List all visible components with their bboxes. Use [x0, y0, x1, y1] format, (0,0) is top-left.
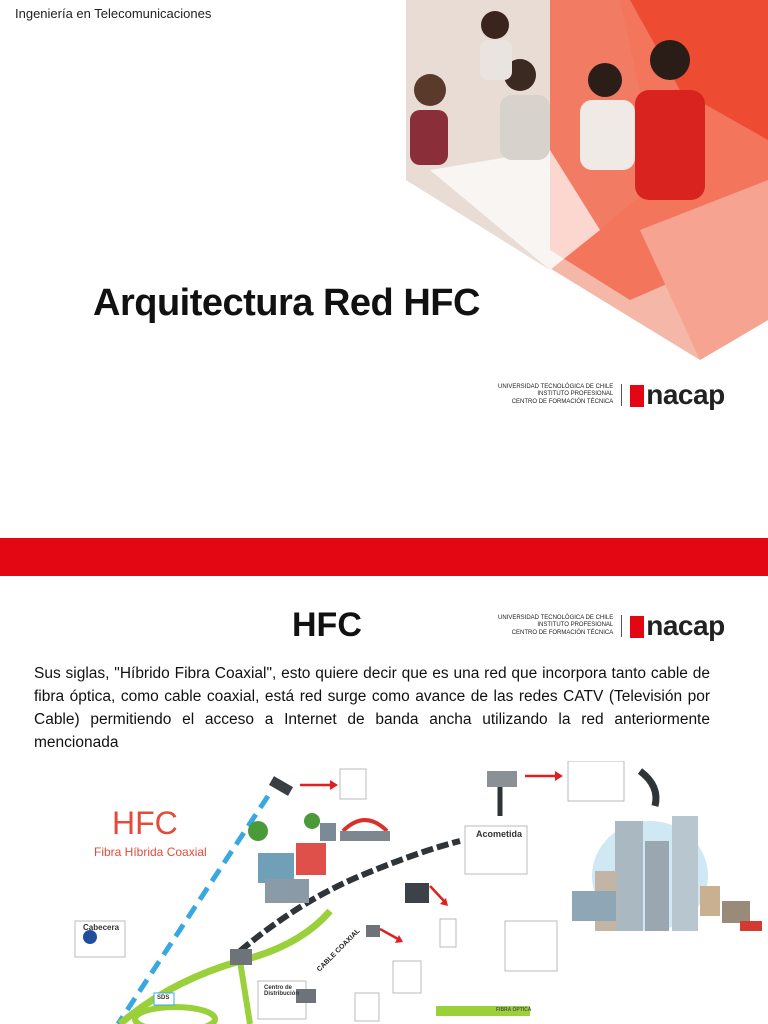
diagram-hfc-title: HFC [112, 805, 178, 841]
slide-title: HFC [292, 606, 362, 644]
institution-lines [498, 615, 622, 638]
label-acometida: Acometida [476, 829, 523, 839]
label-fibra-optica: FIBRA ÓPTICA [496, 1007, 532, 1013]
slide-2 [0, 576, 768, 1024]
brand-word: nacap [646, 379, 725, 410]
inacap-logo [498, 610, 725, 641]
red-divider-band [0, 538, 768, 576]
hfc-diagram [0, 761, 768, 1024]
inacap-logo [498, 379, 725, 410]
label-sds: SDS [157, 995, 170, 1001]
diagram-hfc-subtitle: Fibra Híbrida Coaxial [94, 845, 207, 859]
label-cabecera: Cabecera [83, 923, 120, 932]
diagram-graphics [0, 761, 768, 1024]
course-label: Ingeniería en Telecomunicaciones [15, 6, 212, 21]
institution-lines [498, 384, 622, 407]
label-cable-coaxial: CABLE COAXIAL [315, 927, 362, 974]
logo-mark-icon [630, 616, 644, 638]
logo-mark-icon [630, 385, 644, 407]
logo-line-2: INSTITUTO PROFESIONAL [537, 622, 614, 629]
presentation-title: Arquitectura Red HFC [93, 282, 480, 324]
logo-line-3: CENTRO DE FORMACIÓN TÉCNICA [511, 629, 614, 636]
label-centro: Centro de Distribución [264, 985, 300, 997]
brand-word: nacap [646, 610, 725, 641]
brand [630, 610, 725, 641]
logo-line-3: CENTRO DE FORMACIÓN TÉCNICA [511, 398, 614, 405]
brand [630, 379, 725, 410]
logo-line-1: UNIVERSIDAD TECNOLÓGICA DE CHILE [498, 614, 614, 621]
logo-line-1: UNIVERSIDAD TECNOLÓGICA DE CHILE [498, 383, 614, 390]
description-paragraph: Sus siglas, "Híbrido Fibra Coaxial", esto quiere decir que es una red que incorpora tanto cable de fibra óptica, como cable coaxial, está red surge como avance de las redes CATV (Televisión por Cable) permitiendo el acceso a Internet de banda ancha utilizando la red anteriormente mencionada [34, 665, 710, 751]
logo-line-2: INSTITUTO PROFESIONAL [537, 391, 614, 398]
